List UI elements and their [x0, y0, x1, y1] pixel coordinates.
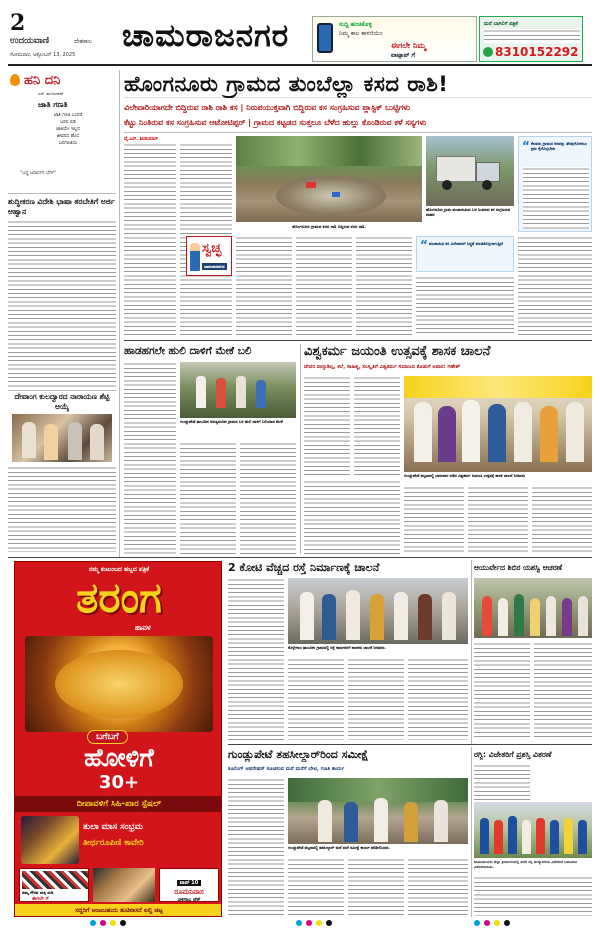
ad-right-box1: ಟಾಪ್ 10	[177, 880, 202, 886]
mid-story2-photo	[404, 376, 592, 472]
lead-body-col2	[180, 143, 232, 235]
honey-dhani-box	[8, 70, 116, 190]
edition-label: ದೇಶಕಾಲ	[74, 38, 92, 45]
lead-headline	[124, 70, 592, 98]
bottom-story3-col1	[228, 778, 284, 916]
quote2-icon: “	[420, 238, 428, 252]
badge-sub: ಚಾಮರಾಜನಗರ	[204, 264, 225, 269]
mid-story1-title: ಹಾಡಹಗಲೇ ಹುಲಿ ದಾಳಿಗೆ ಮೇಕೆ ಬಲಿ	[124, 345, 252, 357]
ad-feature2: ತೀರ್ಥರೂಪಿಣಿ ಕಾವೇರಿ	[83, 838, 144, 848]
mid-story2-body-col2	[354, 376, 400, 476]
poem-line: ಬರಲಿ ಬಿಡಿ	[60, 120, 76, 125]
bottom-story2-photo	[474, 578, 592, 638]
lead-quote2: ಪಂಚಾಯಿತಿ ಕಸ ವಿಲೇವಾರಿಗೆ ಸಿದ್ಧತೆ ಮಾಡಿಕೊಳ್ಳಲಾಗುತ್ತಿದೆ	[429, 241, 503, 246]
brand-byline: ಎಸ್. ಮಂಜುನಾಥ್	[38, 91, 64, 96]
lead-headline-text: ಹೊಂಗನೂರು ಗ್ರಾಮದ ತುಂಬೆಲ್ಲಾ ಕಸದ ರಾಶಿ!	[124, 72, 449, 96]
masthead	[0, 0, 600, 64]
ad-food-photo	[25, 636, 213, 732]
print-marks	[0, 918, 600, 928]
bottom-story4-col1	[474, 764, 530, 800]
bottom-story1-title: 2 ಕೋಟಿ ವೆಚ್ಚದ ರಸ್ತೆ ನಿರ್ಮಾಣಕ್ಕೆ ಚಾಲನೆ	[228, 561, 380, 574]
left-story2-body	[8, 466, 116, 552]
lead-photo-garbage	[236, 136, 422, 222]
bottom-story4-title: ರಗ್ಬಿ: ವಿಜೇತರಿಗೆ ಪ್ರಶಸ್ತಿ ವಿತರಣೆ	[474, 750, 552, 759]
mid-story2-body-col5	[468, 486, 528, 554]
mid-story1-photo	[180, 362, 296, 418]
bottom-story3-caption: ಗುಂಡ್ಲುಪೇಟೆ ಪಟ್ಟಣದಲ್ಲಿ ತಹಸೀಲ್ದಾರ್ ಮನೆ ಮನೆ ಸಮೀಕ್ಷೆ ಕಾರ್ಯ ಪರಿಶೀಲಿಸಿದರು.	[288, 846, 391, 850]
header-ad-whatsapp[interactable]	[312, 16, 477, 62]
bottom-story3-title: ಗುಂಡ್ಲುಪೇಟೆ ತಹಸೀಲ್ದಾರ್‌ರಿಂದ ಸಮೀಕ್ಷೆ	[228, 748, 369, 761]
lead-body-col3	[124, 236, 176, 336]
ad2-body	[484, 29, 580, 43]
bottom-story4-caption: ಚಾಮರಾಜನಗರ ಜಿಲ್ಲಾ ಕ್ರೀಡಾಂಗಣದಲ್ಲಿ ನಡೆದ ರಗ್ಬಿ ಪಂದ್ಯಾವಳಿಯ ವಿಜೇತರಿಗೆ ಬಹುಮಾನ ವಿತರಿಸಲಾಯಿತು.	[474, 860, 577, 869]
lead-quote-box	[518, 136, 592, 232]
lead-photo-caption: ಹೊಂಗನೂರು ಗ್ರಾಮದ ಕಸದ ರಾಶಿ ಬಿದ್ದಿರುವ ಕಸದ ರಾಶಿ.	[292, 224, 366, 229]
badge-title: ಸ್ವಚ್ಛ	[202, 241, 222, 256]
lead-body-col6	[296, 236, 352, 336]
lead-quote1: ಕೆಲವರು ಗ್ರಾಮದ ಕಸವನ್ನು ತೆರವುಗೊಳಿಸಲು ಕ್ರಮ ಕೈಗೊಳ್ಳಬೇಕು	[531, 141, 587, 151]
lead-byline: ವೈ.ಎಸ್. ಶಿವಕುಮಾರ್	[124, 137, 159, 142]
bottom-story2-title: ಆಯುರ್ವೇದ ಶಿಬಿರ ಯಶಸ್ವಿ ಆಚರಣೆ	[474, 563, 562, 572]
lead-body-col5	[236, 236, 292, 336]
bottom-story2-col2	[534, 642, 592, 740]
lead-body-col8	[416, 276, 514, 336]
ad-footer	[15, 904, 222, 917]
ad-footer-text: ಸದ್ದರಿಗೆ ಅಂಟಬಹುದು ತುಟಿವಾಸನೆ ಐಲ್ದಿ ಚಟ್ಟ	[75, 907, 163, 914]
bottom-story3-col3	[348, 858, 404, 916]
page-number: 2	[10, 10, 26, 36]
left-story2-title: ದೇವಾಂಗ ಕುಲದ್ವಾರದ ನಾರಾಯಣ ಶೆಟ್ಟಿ ಆಯ್ಕೆ	[14, 392, 110, 411]
poem-lines	[28, 112, 108, 147]
ad1-line1: ಸುದ್ದಿ ಹಂಚಿಕೊಳ್ಳಿ	[339, 21, 372, 28]
ad2-line1: ಮನೆ ಬಾಗಿಲಿಗೆ ಪತ್ರಿಕೆ	[484, 21, 518, 27]
bottom-story2-col1	[474, 642, 530, 740]
ad-title: ತರಂಗ	[76, 573, 162, 622]
ad-right-box2: ರೂಮನಿವಾಸ	[174, 888, 204, 896]
ad-main: ಹೋಳಿಗೆ	[84, 743, 154, 772]
bottom-story1-photo	[288, 578, 468, 644]
lead-quote2-box	[416, 236, 514, 272]
quote-icon: “	[522, 139, 530, 153]
swachh-badge	[186, 236, 232, 276]
ad1-line3: ಈಗಲೇ ನಿಮ್ಮ	[391, 41, 427, 50]
bottom-story3-subhead: ಕೂಲಿಂಗ್ ಆಪರೇಷನ್ ಸೂಚಿಸುವ ಮನೆ ಮನೆಗೆ ಭೇಟಿ, ಗಣತಿ ಕಾರ್ಯ	[228, 766, 345, 772]
ad-left-box	[19, 868, 89, 902]
ad-strip-text: ದೀಪಾವಳಿಗೆ ಸಿಹಿ-ಖಾರ ಸ್ಪೆಷಲ್	[76, 799, 162, 809]
left-story1-title: ಶುದ್ಧೀಕರಣ ವಿದೇಶಿ ಭಾಷಾ ತರಬೇತಿಗೆ ಅರ್ಜಿ ಆಹ್ವಾನ	[8, 197, 115, 216]
ad-left-box-text: ನಮ್ಮ ಗೌರವ ಚುಕ್ಕಿ ನುಡಿ	[22, 890, 54, 895]
mid-story1-body-col2	[180, 442, 236, 554]
lead-subhead1: ವಿಲೇವಾರಿಯಾಗದೇ ಬಿದ್ದಿರುವ ರಾಶಿ ರಾಶಿ ಕಸ | ನಿರುಪಯುಕ್ತವಾಗಿ ಬಿದ್ದಿರುವ ಕಸ ಸಂಗ್ರಹಿಸುವ ಪ್ಲಾಸ್ಟಿಕ್ ಬುಟ್ಟಿಗಳು	[124, 103, 411, 112]
poem-line: ಜಾತಿಯೇ ಇಲ್ಲದ	[55, 127, 80, 132]
ad-strip	[15, 796, 222, 812]
mid-story1-caption: ಗುಂಡ್ಲುಪೇಟೆ ತಾಲೂಕಿನ ಅರಣ್ಯದಂಚಿನ ಗ್ರಾಮದ ಬಳಿ ಹುಲಿ ದಾಳಿಗೆ ಬಲಿಯಾದ ಮೇಕೆ	[180, 420, 283, 424]
poem-title: ಜಾತಿ ಗಣತಿ	[38, 100, 68, 109]
ad-subtitle: ಹಾವಳ	[135, 624, 151, 632]
lead-body-col9	[518, 236, 592, 336]
bottom-story3-col2	[288, 858, 344, 916]
mid-story2-body-col1	[304, 376, 350, 476]
lead-body-col1	[124, 143, 176, 235]
poem-quote: "ಬದ್ಧ ಜನಾರ್ದನ ಬೆರ್ಗಿ"	[20, 171, 57, 176]
paper-name: ಉದಯವಾಣಿ	[10, 36, 50, 46]
mid-story1-body-col1	[124, 362, 176, 554]
brand-title: ಹನಿ ದನಿ	[24, 73, 61, 88]
bottom-story3-photo	[288, 778, 468, 844]
mid-story2-title: ವಿಶ್ವಕರ್ಮ ಜಯಂತಿ ಉತ್ಸವಕ್ಕೆ ಶಾಸಕ ಚಾಲನೆ	[304, 344, 491, 359]
bottom-story1-col1	[228, 578, 284, 740]
taranga-ad[interactable]	[14, 561, 222, 917]
bottom-story1-caption: ಕೊಳ್ಳೇಗಾಲ ತಾಲೂಕಿನ ಗ್ರಾಮದಲ್ಲಿ ರಸ್ತೆ ಕಾಮಗಾರಿಗೆ ಶಾಸಕರು ಚಾಲನೆ ನೀಡಿದರು.	[288, 646, 387, 650]
ad-count: 30+	[98, 772, 140, 793]
lead-truck-caption: ಹೊಂಗನೂರು ಗ್ರಾಮ ಪಂಚಾಯಿತಿಯ ಬಳಿ ನಿಂತಿರುವ ಕಸ ಸಂಗ್ರಹಿಸುವ ವಾಹನ	[426, 208, 511, 217]
drop-icon	[10, 74, 20, 86]
mid-story2-body-col3	[304, 480, 400, 554]
poem-line: ಜನಗಣತಿಯ	[58, 141, 78, 146]
left-story2-photo	[12, 414, 112, 462]
bottom-story1-col3	[348, 658, 404, 740]
whatsapp-icon	[483, 47, 493, 57]
poem-line: ಜಾತಿ ಗಣತಿ ಬಂದರೆ	[53, 113, 83, 118]
left-story1-body	[8, 220, 116, 388]
ad1-line2: ನಿಮ್ಮ ಕಾಲ ಕಾಳಜಿಯಿಂ	[339, 30, 383, 37]
mid-story2-caption: ಗುಂಡ್ಲುಪೇಟೆ ಪಟ್ಟಣದಲ್ಲಿ ಭಾನುವಾರ ನಡೆದ ವಿಶ್ವಕರ್ಮ ಜಯಂತಿ ಉತ್ಸವಕ್ಕೆ ಶಾಸಕ ಚಾಲನೆ ನೀಡಿದರು	[404, 474, 526, 478]
bottom-story4-col2	[474, 876, 592, 916]
ad2-phone: 8310152292	[495, 45, 579, 59]
lead-photo-truck	[426, 136, 514, 206]
issue-date: ಸೋಮವಾರ, ಅಕ್ಟೋಬರ್ 13, 2025	[10, 52, 76, 58]
header-ad-delivery[interactable]	[479, 16, 583, 62]
bottom-story1-col2	[288, 658, 344, 740]
lead-subhead2: ಕೆಟ್ಟು ನಿಂತಿರುವ ಕಸ ಸಂಗ್ರಹಿಸುವ ಆಟೋಟಿಪ್ಪರ್ | ಗ್ರಾಮದ ಕಟ್ಟಡದ ಸುತ್ತಲೂ ಬೆಳೆದ ಹುಲ್ಲು ಕೊಂಡಿರುವ ಕಳೆ ಸಸ್ಯಗಳು	[124, 118, 427, 127]
ad-left-box-text2: ಈಗಲೇ ಗೆ	[32, 896, 49, 902]
bottom-story4-photo	[474, 802, 592, 858]
ad-feature1: ತುಲಾ ಮಾಸ ಸಂಭ್ರಮ	[83, 822, 143, 832]
phone-icon	[317, 23, 333, 53]
lead-body-col7	[356, 236, 412, 336]
person-icon	[190, 243, 200, 271]
ad-temple-photo	[21, 816, 79, 864]
ad1-line4: ವಾಟ್ಸಾಪ್ ಗೆ	[391, 52, 415, 59]
ad-right-box3: ಚಳಿಗಾಲ ಟೆಕ್	[177, 897, 201, 903]
ad-right-box	[159, 868, 219, 902]
poem-line: ಜೀವನದ ಹೊಸ	[56, 134, 80, 139]
mid-story2-body-col4	[404, 486, 464, 554]
mid-story1-body-col3	[240, 442, 296, 554]
mid-story2-subhead: ದೇವರ ವಾಸ್ತುಶಿಲ್ಪ, ಕಲೆ, ಸಾಹಿತ್ಯ, ಸಂಸ್ಕೃತಿಗೆ ವಿಶ್ವಕರ್ಮ ಸಮಾಜದ ಕೊಡುಗೆ ಅಪಾರ: ಗಣೇಶ್	[304, 364, 461, 370]
bottom-story3-col4	[408, 858, 468, 916]
lead-quote1-body	[523, 167, 589, 229]
ad-mid-photo	[93, 868, 155, 902]
ad-top-line: ನಮ್ಮ ಕುಟುಂಬದ ಹಬ್ಬದ ಪತ್ರಿಕೆ	[88, 566, 150, 573]
ad-flag: ಬಗೆಬಗೆ	[87, 730, 128, 744]
mid-story2-body-col6	[532, 486, 592, 554]
district-title: ಚಾಮರಾಜನಗರ	[122, 18, 290, 54]
bottom-story1-col4	[408, 658, 468, 740]
